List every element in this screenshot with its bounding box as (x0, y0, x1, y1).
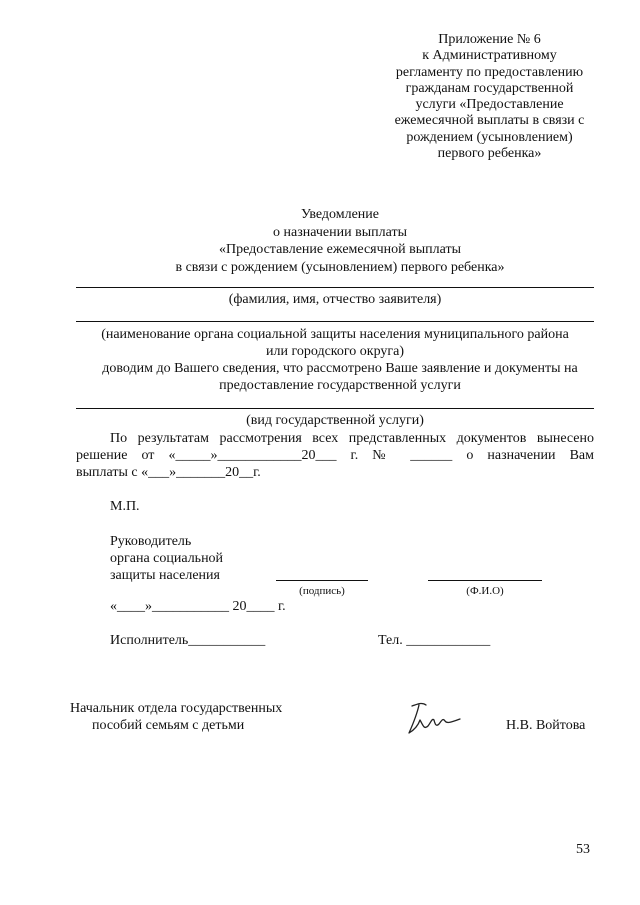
title-line: о назначении выплаты (273, 224, 407, 240)
title-line: Уведомление (300, 207, 379, 222)
organ-caption (60, 326, 610, 360)
footer-position-1: Начальник отдела государственных (70, 701, 283, 716)
footer-position-2: пособий семьям с детьми (92, 718, 245, 733)
name-caption: (Ф.И.О) (466, 585, 504, 597)
decision-line-2: решение от «_____»____________20___ г. № ______ о назначении Вам (76, 448, 594, 463)
phone-line: Тел. ____________ (378, 633, 491, 648)
head-position-line: Руководитель (110, 534, 192, 549)
notice-text (60, 360, 620, 394)
appendix-header (372, 32, 607, 162)
decision-line-3: выплаты с «___»_______20__г. (76, 465, 261, 480)
appendix-line: услуги «Предоставление (415, 97, 564, 113)
appendix-line: ежемесячной выплаты в связи с (394, 113, 585, 129)
organ-blank-line (76, 321, 594, 322)
signature-blank-line (276, 580, 368, 581)
handwritten-signature (404, 700, 466, 738)
appendix-line: гражданам государственной (405, 80, 574, 96)
document-title (60, 206, 620, 276)
title-line: в связи с рождением (усыновлением) первого ребенка» (175, 259, 505, 275)
head-position-line: органа социальной (110, 551, 224, 566)
name-blank-line (428, 580, 542, 581)
service-caption: (вид государственной услуги) (246, 413, 424, 428)
stamp-placeholder: М.П. (110, 499, 140, 514)
decision-line-1: По результатам рассмотрения всех представленных документов вынесено (110, 431, 594, 446)
footer-name: Н.В. Войтова (506, 718, 586, 733)
appendix-line: регламенту по предоставлению (395, 64, 584, 80)
organ-caption-line: или городского округа) (265, 344, 405, 359)
notice-line: доводим до Вашего сведения, что рассмотрено Ваше заявление и документы на (102, 361, 578, 376)
applicant-blank-line (76, 287, 594, 288)
applicant-caption: (фамилия, имя, отчество заявителя) (228, 292, 442, 307)
head-position-line: защиты населения (110, 568, 220, 583)
appendix-line: первого ребенка» (437, 146, 542, 162)
sign-date: «____»___________ 20____ г. (110, 599, 286, 614)
organ-caption-line: (наименование органа социальной защиты населения муниципального района (101, 327, 569, 342)
notice-line: предоставление государственной услуги (219, 378, 461, 393)
title-line: «Предоставление ежемесячной выплаты (218, 242, 462, 257)
appendix-line: рождением (усыновлением) (406, 129, 573, 145)
executor-line: Исполнитель___________ (110, 633, 266, 648)
head-position (110, 533, 223, 584)
signature-caption: (подпись) (299, 585, 345, 597)
service-blank-line (76, 408, 594, 409)
appendix-line: к Административному (422, 48, 557, 64)
appendix-line: Приложение № 6 (438, 32, 541, 47)
page-number: 53 (576, 842, 590, 857)
